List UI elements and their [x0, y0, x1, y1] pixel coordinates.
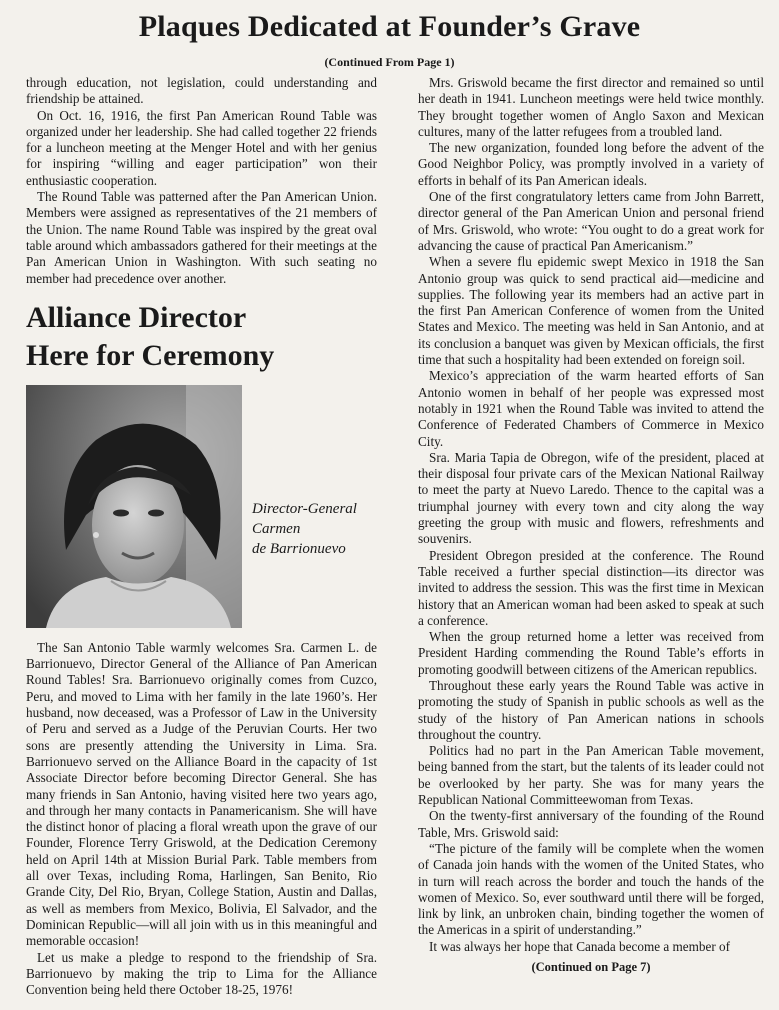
- body-paragraph: Politics had no part in the Pan American Table movement, being banned from the start, but the talents of its leader could not be overlooked by her party. She was for many years the Republican National Committeewoman from Texas.: [418, 743, 764, 808]
- body-paragraph: On the twenty-first anniversary of the founding of the Round Table, Mrs. Griswold said:: [418, 808, 764, 840]
- sub-headline-line: Here for Ceremony: [26, 338, 275, 372]
- body-paragraph: President Obregon presided at the conference. The Round Table received a further special distinction—its director was invited to address the session. This was the first time in Mexican history that an American woman had been asked to speak at such a conference.: [418, 547, 764, 628]
- sub-headline-line: Alliance Director: [26, 300, 247, 334]
- body-paragraph: The Round Table was patterned after the Pan American Union. Members were assigned as representatives of the 21 members of the Union. The name Round Table was inspired by the great oval table around which ambassadors gathered for their meetings at the Pan American Union in Washington. With such seating no member had precedence over another.: [26, 189, 377, 286]
- photo-block: [26, 385, 377, 628]
- body-paragraph: The new organization, founded long before the advent of the Good Neighbor Policy, was promptly involved in a variety of efforts in behalf of its Pan American ideals.: [418, 140, 764, 188]
- headline: Plaques Dedicated at Founder’s Grave: [138, 10, 641, 43]
- caption-line: Director-General: [252, 500, 357, 517]
- body-paragraph: When a severe flu epidemic swept Mexico in 1918 the San Antonio group was quick to send practical aid—medicine and supplies. The following year its members had an active part in the first Pan American Conference of women from the United States and Mexico. The meeting was held in San Antonio, and at its conclusion a banquet was given by Mexican officials, the first time that such a hospitality had been extended on foreign soil.: [418, 254, 764, 368]
- body-paragraph: One of the first congratulatory letters came from John Barrett, director general of the Pan American Union and personal friend of Mrs. Griswold, who wrote: “You ought to do a great work for advancing the cause of practical Pan Americanism.”: [418, 189, 764, 253]
- continued-on-label: (Continued on Page 7): [531, 960, 651, 975]
- left-column: [26, 75, 377, 998]
- portrait-image: [26, 385, 242, 628]
- quote-paragraph: “The picture of the family will be complete when the women of Canada join hands with the women of the United States, who in turn will reach across the border and touch the hands of the women of Mexico. So, ever southward until there will be forged, link by link, an unbroken chain, binding together the women of the Americas in a spirit of understanding.”: [418, 840, 764, 938]
- body-paragraph: Mrs. Griswold became the first director and remained so until her death in 1941. Luncheon meetings were held twice monthly. They brought together women of Anglo Saxon and Mexican cultures, many of the latter refugees from a troubled land.: [418, 75, 764, 139]
- sub-headline: [26, 299, 377, 375]
- body-paragraph: When the group returned home a letter was received from President Harding commending the Round Table’s efforts in promoting goodwill between citizens of the American republics.: [418, 629, 764, 677]
- body-paragraph: Throughout these early years the Round Table was active in promoting the study of Spanish in public schools as well as the study of the history of Pan American nations in schools throughout the country.: [418, 677, 764, 742]
- photo-caption: [252, 499, 357, 559]
- article-paragraph: The San Antonio Table warmly welcomes Sra. Carmen L. de Barrionuevo, Director General of the Alliance of Pan American Round Tables! Sra. Barrionuevo originally comes from Cuzco, Peru, and moved to Lima with her family in the late 1960’s. Her husband, now deceased, was a Professor of Law in the University of Peru and served as a Judge of the Peruvian Courts. Her two sons are presently attending the University in Lima. Sra. Barrionuevo served on the Alliance Board in the capacity of 1st Associate Director before becoming Director General. She has many friends in San Antonio, having visited here two years ago, and through her many contacts in Panamericanism. She will have the distinct honor of placing a floral wreath upon the grave of our Founder, Florence Terry Griswold, at the Dedication Ceremony held on April 14th at Mission Burial Park. Table members from all over Texas, including Roma, Harlingen, San Benito, Rio Grande City, Del Rio, Bryan, College Station, Austin and Dallas, as well as members from Mexico, Bolivia, El Salvador, and the Dominican Republic—will all join with us in this meaningful and memorable occasion!: [26, 639, 377, 949]
- body-paragraph: through education, not legislation, could understanding and friendship be attained.: [26, 75, 377, 107]
- right-column: [418, 75, 764, 975]
- portrait-photo: [26, 385, 242, 628]
- article-paragraph: Let us make a pledge to respond to the friendship of Sra. Barrionuevo by making the trip to Lima for the Alliance Convention being held there October 18-25, 1976!: [26, 949, 377, 998]
- body-paragraph: Sra. Maria Tapia de Obregon, wife of the president, placed at their disposal four private cars of the Mexican National Railway to meet the party at Nuevo Laredo. Thence to the capital was a triumphal journey with every town and city along the way greeting the group with music and flowers, refreshments and souvenirs.: [418, 449, 764, 547]
- caption-line: Carmen: [252, 520, 301, 537]
- body-paragraph: Mexico’s appreciation of the warm hearted efforts of San Antonio women in behalf of her people was expressed most notably in 1921 when the Round Table was invited to attend the Conference of Federated Chambers of Commerce in Mexico City.: [418, 368, 764, 449]
- body-paragraph: It was always her hope that Canada become a member of: [429, 938, 730, 954]
- continued-from-label: (Continued From Page 1): [324, 55, 455, 69]
- body-paragraph: On Oct. 16, 1916, the first Pan American Round Table was organized under her leadership. She had called together 22 friends for a luncheon meeting at the Menger Hotel and with her genius for inspiring “willing and eager participation” won their enthusiastic cooperation.: [26, 107, 377, 188]
- caption-line: de Barrionuevo: [252, 540, 346, 557]
